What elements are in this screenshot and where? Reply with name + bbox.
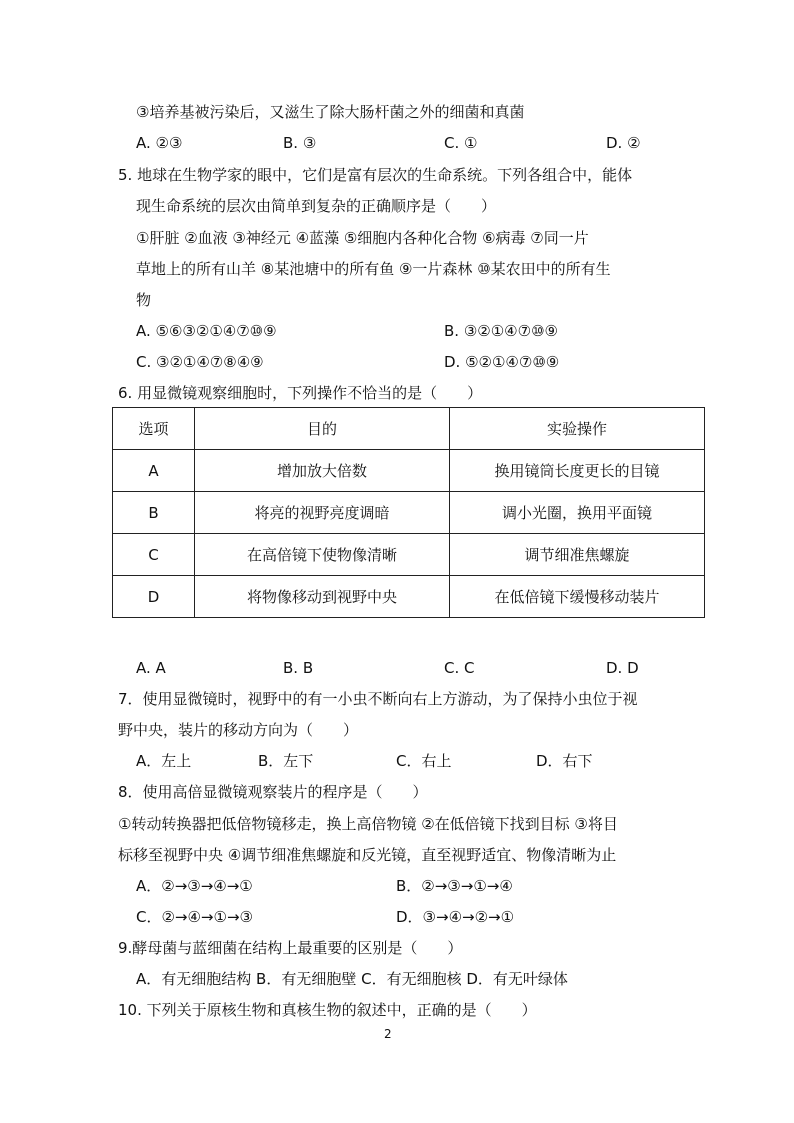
q4-option-d: D. ② (606, 134, 641, 152)
q8-option-a: A．②→③→④→① (136, 877, 253, 895)
table-cell: 调小光圈，换用平面镜 (450, 492, 705, 534)
q7-option-c: C．右上 (396, 752, 452, 770)
table-cell: A (113, 450, 195, 492)
q4-item3: ③培养基被污染后，又滋生了除大肠杆菌之外的细菌和真菌 (136, 103, 525, 121)
table-row (113, 534, 705, 576)
table-cell: 将亮的视野亮度调暗 (195, 492, 450, 534)
table-header-row (113, 408, 705, 450)
table-row (113, 492, 705, 534)
table-cell: D (113, 576, 195, 618)
table-header: 实验操作 (450, 408, 705, 450)
table-cell: 将物像移动到视野中央 (195, 576, 450, 618)
q7-option-b: B．左下 (258, 752, 314, 770)
table-cell: 调节细准焦螺旋 (450, 534, 705, 576)
q8-option-c: C．②→④→①→③ (136, 908, 253, 926)
q5-items-line2: 草地上的所有山羊 ⑧某池塘中的所有鱼 ⑨一片森林 ⑩某农田中的所有生 (136, 260, 611, 278)
q5-option-c: C. ③②①④⑦⑧④⑨ (136, 353, 264, 371)
q7-option-a: A．左上 (136, 752, 192, 770)
q6-option-c: C. C (444, 659, 475, 677)
q7-stem-line1: 7．使用显微镜时，视野中的有一小虫不断向右上方游动，为了保持小虫位于视 (118, 690, 638, 708)
q8-option-d: D．③→④→②→① (396, 908, 515, 926)
q9-stem: 9.酵母菌与蓝细菌在结构上最重要的区别是（ ） (118, 939, 463, 957)
q6-option-b: B. B (283, 659, 314, 677)
q7-stem-line2: 野中央，装片的移动方向为（ ） (118, 721, 359, 739)
q6-stem: 6. 用显微镜观察细胞时，下列操作不恰当的是（ ） (118, 384, 483, 402)
table-row (113, 450, 705, 492)
table-row (113, 576, 705, 618)
q7-option-d: D．右下 (536, 752, 593, 770)
q5-stem-line2: 现生命系统的层次由简单到复杂的正确顺序是（ ） (136, 197, 497, 215)
q5-items-line3: 物 (136, 291, 152, 309)
q6-table (112, 407, 705, 618)
q4-option-b: B. ③ (283, 134, 317, 152)
table-header: 目的 (195, 408, 450, 450)
table-cell: C (113, 534, 195, 576)
q5-option-b: B. ③②①④⑦⑩⑨ (444, 322, 558, 340)
q9-options: A．有无细胞结构 B．有无细胞壁 C．有无细胞核 D．有无叶绿体 (136, 970, 568, 988)
q10-stem: 10. 下列关于原核生物和真核生物的叙述中，正确的是（ ） (118, 1001, 537, 1019)
q8-stem: 8．使用高倍显微镜观察装片的程序是（ ） (118, 783, 428, 801)
q4-option-c: C. ① (444, 134, 478, 152)
q4-option-a: A. ②③ (136, 134, 183, 152)
page-number: 2 (384, 1027, 392, 1041)
table-cell: 增加放大倍数 (195, 450, 450, 492)
table-cell: 在低倍镜下缓慢移动装片 (450, 576, 705, 618)
table-cell: 在高倍镜下使物像清晰 (195, 534, 450, 576)
q5-option-d: D. ⑤②①④⑦⑩⑨ (444, 353, 560, 371)
q6-option-a: A. A (136, 659, 166, 677)
q5-option-a: A. ⑤⑥③②①④⑦⑩⑨ (136, 322, 277, 340)
q5-stem-line1: 5. 地球在生物学家的眼中，它们是富有层次的生命系统。下列各组合中，能体 (118, 166, 633, 184)
table-header: 选项 (113, 408, 195, 450)
q5-items-line1: ①肝脏 ②血液 ③神经元 ④蓝藻 ⑤细胞内各种化合物 ⑥病毒 ⑦同一片 (136, 229, 589, 247)
table-cell: B (113, 492, 195, 534)
table-cell: 换用镜筒长度更长的目镜 (450, 450, 705, 492)
q8-items-line1: ①转动转换器把低倍物镜移走，换上高倍物镜 ②在低倍镜下找到目标 ③将目 (118, 815, 618, 833)
q8-option-b: B．②→③→①→④ (396, 877, 513, 895)
q6-option-d: D. D (606, 659, 639, 677)
q8-items-line2: 标移至视野中央 ④调节细准焦螺旋和反光镜，直至视野适宜、物像清晰为止 (118, 846, 617, 864)
